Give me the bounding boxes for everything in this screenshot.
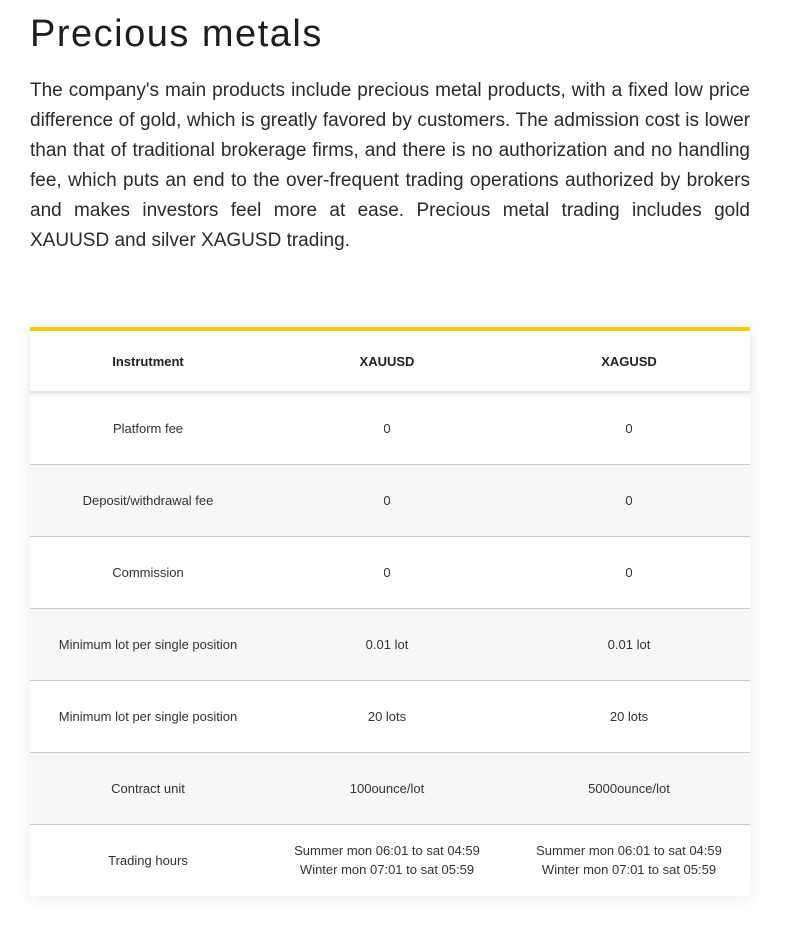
- row-label: Minimum lot per single position: [58, 636, 238, 652]
- row-label: Minimum lot per single position: [58, 708, 238, 724]
- table-row: [30, 536, 750, 608]
- xagusd-trading-hours: [508, 824, 750, 896]
- header-xagusd: XAGUSD: [508, 331, 750, 392]
- specs-table-container: [30, 327, 750, 896]
- table-header-row: [30, 331, 750, 392]
- xauusd-value: 20 lots: [367, 708, 407, 724]
- xauusd-value: 0: [383, 564, 391, 580]
- row-label: Deposit/withdrawal fee: [82, 492, 214, 508]
- page-title: Precious metals: [30, 13, 323, 55]
- table-row: [30, 680, 750, 752]
- xagusd-value: 20 lots: [609, 708, 649, 724]
- xagusd-value: 0: [625, 420, 633, 436]
- summer-hours: Summer mon 06:01 to sat 04:59: [536, 843, 722, 859]
- table-row: [30, 752, 750, 824]
- specs-table: [30, 331, 750, 896]
- winter-hours: Winter mon 07:01 to sat 05:59: [541, 862, 717, 878]
- xauusd-value: 100ounce/lot: [349, 780, 425, 796]
- xauusd-value: 0: [383, 492, 391, 508]
- xagusd-value: 0.01 lot: [607, 636, 651, 652]
- winter-hours: Winter mon 07:01 to sat 05:59: [299, 862, 475, 878]
- row-label: Platform fee: [112, 420, 184, 436]
- table-row: [30, 608, 750, 680]
- row-label: Contract unit: [111, 780, 185, 796]
- summer-hours: Summer mon 06:01 to sat 04:59: [294, 843, 480, 859]
- xauusd-value: 0.01 lot: [365, 636, 409, 652]
- xagusd-value: 5000ounce/lot: [588, 780, 670, 796]
- intro-paragraph: The company's main products include precious metal products, with a fixed low price difference of gold, which is greatly favored by customers. The admission cost is lower than that of traditional brokerage firms, and there is no authorization and no handling fee, which puts an end to the over-frequent trading operations authorized by brokers and makes investors feel more at ease. Precious metal trading includes gold XAUUSD and silver XAGUSD trading.: [30, 80, 750, 251]
- header-xauusd: XAUUSD: [266, 331, 508, 392]
- table-row: [30, 464, 750, 536]
- xauusd-trading-hours: [266, 824, 508, 896]
- row-label: Commission: [112, 564, 184, 580]
- xauusd-value: 0: [383, 420, 391, 436]
- header-instrument: Instrutment: [30, 331, 266, 392]
- row-label: Trading hours: [108, 852, 188, 868]
- xagusd-value: 0: [625, 492, 633, 508]
- table-row: [30, 392, 750, 464]
- xagusd-value: 0: [625, 564, 633, 580]
- table-row: [30, 824, 750, 896]
